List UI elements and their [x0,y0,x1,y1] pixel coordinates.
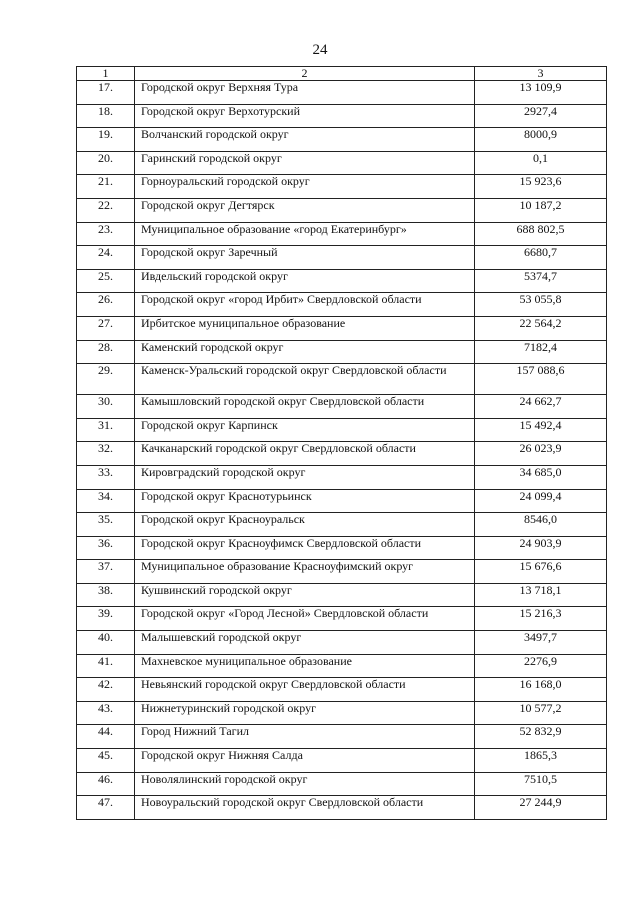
row-number-cell: 45. [77,749,135,773]
table-row [77,364,607,395]
row-name-cell: Муниципальное образование Красноуфимский округ [135,560,475,584]
row-number-cell: 34. [77,489,135,513]
column-header-name: 2 [135,67,475,81]
table-row [77,536,607,560]
row-number-cell: 31. [77,418,135,442]
table-row [77,293,607,317]
row-name-cell: Новолялинский городской округ [135,772,475,796]
table-row [77,607,607,631]
table-row [77,198,607,222]
table-row [77,442,607,466]
row-number-cell: 23. [77,222,135,246]
row-name-cell: Качканарский городской округ Свердловской области [135,442,475,466]
row-number-cell: 40. [77,631,135,655]
row-number-cell: 27. [77,316,135,340]
row-value-cell: 2927,4 [475,104,607,128]
table-row [77,583,607,607]
row-number-cell: 29. [77,364,135,395]
table-row [77,151,607,175]
row-number-cell: 44. [77,725,135,749]
table-row [77,246,607,270]
table-row [77,465,607,489]
table-body [77,81,607,820]
row-name-cell: Городской округ Дегтярск [135,198,475,222]
row-name-cell: Махневское муниципальное образование [135,654,475,678]
row-number-cell: 20. [77,151,135,175]
table-row [77,513,607,537]
table-row [77,104,607,128]
row-value-cell: 6680,7 [475,246,607,270]
table-row [77,796,607,820]
table-row [77,631,607,655]
row-value-cell: 15 676,6 [475,560,607,584]
row-value-cell: 24 662,7 [475,395,607,419]
table-row [77,489,607,513]
table-row [77,701,607,725]
row-number-cell: 47. [77,796,135,820]
row-value-cell: 27 244,9 [475,796,607,820]
row-number-cell: 38. [77,583,135,607]
row-name-cell: Городской округ Верхотурский [135,104,475,128]
row-number-cell: 26. [77,293,135,317]
row-number-cell: 41. [77,654,135,678]
row-name-cell: Городской округ Красноуральск [135,513,475,537]
row-name-cell: Муниципальное образование «город Екатеринбург» [135,222,475,246]
row-name-cell: Городской округ «город Ирбит» Свердловской области [135,293,475,317]
row-name-cell: Городской округ Красноуфимск Свердловской области [135,536,475,560]
row-number-cell: 17. [77,81,135,105]
row-value-cell: 15 492,4 [475,418,607,442]
row-name-cell: Каменский городской округ [135,340,475,364]
row-value-cell: 52 832,9 [475,725,607,749]
row-name-cell: Кушвинский городской округ [135,583,475,607]
row-number-cell: 30. [77,395,135,419]
table-row [77,128,607,152]
row-number-cell: 42. [77,678,135,702]
row-number-cell: 21. [77,175,135,199]
row-value-cell: 157 088,6 [475,364,607,395]
row-number-cell: 36. [77,536,135,560]
row-number-cell: 25. [77,269,135,293]
row-value-cell: 7182,4 [475,340,607,364]
row-value-cell: 13 109,9 [475,81,607,105]
row-value-cell: 16 168,0 [475,678,607,702]
row-name-cell: Волчанский городской округ [135,128,475,152]
row-name-cell: Городской округ Нижняя Салда [135,749,475,773]
row-value-cell: 8546,0 [475,513,607,537]
header-row [77,67,607,81]
row-number-cell: 39. [77,607,135,631]
table-row [77,725,607,749]
row-number-cell: 37. [77,560,135,584]
row-number-cell: 33. [77,465,135,489]
row-name-cell: Горноуральский городской округ [135,175,475,199]
row-name-cell: Городской округ Карпинск [135,418,475,442]
row-name-cell: Городской округ Верхняя Тура [135,81,475,105]
row-value-cell: 34 685,0 [475,465,607,489]
row-number-cell: 19. [77,128,135,152]
row-number-cell: 24. [77,246,135,270]
row-value-cell: 7510,5 [475,772,607,796]
row-value-cell: 688 802,5 [475,222,607,246]
table-row [77,175,607,199]
table-row [77,772,607,796]
table-row [77,316,607,340]
row-name-cell: Нижнетуринский городской округ [135,701,475,725]
row-name-cell: Камышловский городской округ Свердловской области [135,395,475,419]
row-value-cell: 8000,9 [475,128,607,152]
row-value-cell: 26 023,9 [475,442,607,466]
table-row [77,340,607,364]
row-value-cell: 15 216,3 [475,607,607,631]
row-number-cell: 18. [77,104,135,128]
row-value-cell: 0,1 [475,151,607,175]
row-name-cell: Городской округ «Город Лесной» Свердловской области [135,607,475,631]
table-row [77,654,607,678]
row-name-cell: Каменск-Уральский городской округ Свердловской области [135,364,475,395]
row-name-cell: Малышевский городской округ [135,631,475,655]
row-number-cell: 22. [77,198,135,222]
table-row [77,749,607,773]
row-name-cell: Городской округ Заречный [135,246,475,270]
municipal-table [76,66,607,820]
row-value-cell: 53 055,8 [475,293,607,317]
column-header-number: 1 [77,67,135,81]
row-value-cell: 5374,7 [475,269,607,293]
row-number-cell: 28. [77,340,135,364]
row-value-cell: 24 903,9 [475,536,607,560]
table-row [77,418,607,442]
row-name-cell: Ирбитское муниципальное образование [135,316,475,340]
row-value-cell: 24 099,4 [475,489,607,513]
row-number-cell: 35. [77,513,135,537]
row-number-cell: 43. [77,701,135,725]
table-row [77,269,607,293]
row-value-cell: 13 718,1 [475,583,607,607]
row-name-cell: Город Нижний Тагил [135,725,475,749]
row-name-cell: Ивдельский городской округ [135,269,475,293]
table-row [77,81,607,105]
row-name-cell: Невьянский городской округ Свердловской области [135,678,475,702]
row-name-cell: Кировградский городской округ [135,465,475,489]
page-number: 24 [312,42,328,58]
row-value-cell: 2276,9 [475,654,607,678]
table-row [77,222,607,246]
row-value-cell: 22 564,2 [475,316,607,340]
table-row [77,560,607,584]
row-name-cell: Гаринский городской округ [135,151,475,175]
row-value-cell: 15 923,6 [475,175,607,199]
row-value-cell: 10 577,2 [475,701,607,725]
row-number-cell: 46. [77,772,135,796]
row-number-cell: 32. [77,442,135,466]
table-row [77,395,607,419]
row-value-cell: 3497,7 [475,631,607,655]
row-name-cell: Новоуральский городской округ Свердловской области [135,796,475,820]
column-header-value: 3 [475,67,607,81]
table-row [77,678,607,702]
row-value-cell: 10 187,2 [475,198,607,222]
row-name-cell: Городской округ Краснотурьинск [135,489,475,513]
row-value-cell: 1865,3 [475,749,607,773]
table-header [77,67,607,81]
